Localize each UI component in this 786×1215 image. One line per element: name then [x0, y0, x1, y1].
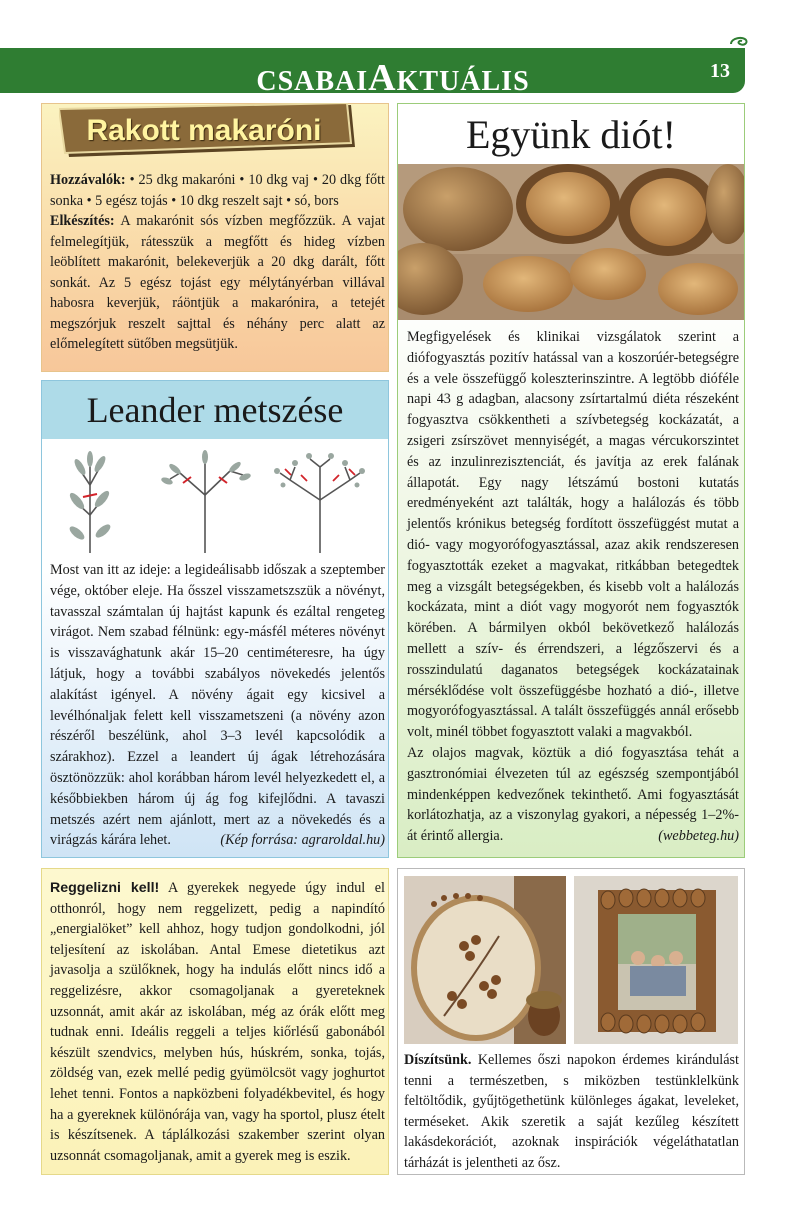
breakfast-lead: Reggelizni kell!: [50, 880, 160, 896]
article-source-credit: (webbeteg.hu): [658, 828, 739, 845]
leander-article-text: [50, 560, 385, 851]
acorn-frame-photo: [574, 876, 738, 1044]
decoration-article-text: [404, 1050, 739, 1174]
preparation-text: A makarónit sós vízben megfőzzük. A vajat felmelegítjük, rátesszük a megfőtt és hideg vízben leöblített makarónit, belekeverjük a 20 dkg darált, főtt sonkát. Az 5 egész tojást egy mélytányérban villával habosra keverjük, ráöntjük a makarónira, a tetejét megszórjuk reszelt sajttal és néhány perc alatt az előmelegített sütőben megsütjük.: [50, 213, 385, 352]
recipe-text: [50, 170, 385, 355]
ingredients-label: Hozzávalók:: [50, 172, 126, 188]
ingredients-text: • 25 dkg makaróni • 10 dkg vaj • 20 dkg főtt sonka • 5 egész tojás • 10 dkg reszelt sajt • só, bors: [50, 172, 385, 209]
breakfast-article-text: [50, 878, 385, 1166]
pruning-illustration: [55, 445, 375, 555]
magazine-title: CSABAIAKTUÁLIS: [256, 57, 530, 99]
walnuts-photo: [398, 164, 744, 320]
swirl-ornament-icon: [728, 34, 750, 50]
leander-body: Most van itt az ideje: a legideálisabb időszak a szeptember vége, október eleje. Ha ősszel visszametszszük a növényt, tavasszal számtalan új hajtást kapunk és ezáltal rengeteg virágot. Nem szabad félnünk: egy-másfél méteres növényt is visszavághatunk akár 15–20 centiméteresre, ha úgy látjuk, hogy a további szabályos növekedés jelentős alakítást igényel. A növény ágait egy kicsivel a levélhónaljak felett kell visszametszeni (a növény azon részéről beszélünk, ahol 3–3 levél kapcsolódik a szárakhoz). Ezzel a leandert új ágak létrehozására ösztönözzük: ahol korábban három levél helyezkedett el, a későbbiekben három új ág fog kifejlődni. A tavaszi metszés azért nem ajánlott, mert az a növekedés és a virágzás kárára lehet.: [50, 562, 385, 849]
acorn-wreath-photo: [404, 876, 566, 1044]
decoration-lead: Díszítsünk.: [404, 1052, 472, 1068]
walnut-article-title: Együnk diót!: [466, 112, 676, 157]
breakfast-body: A gyerekek negyede úgy indul el otthonról, hogy nem reggelizett, pedig a napindító „energialöket” kell ahhoz, hogy tudjon gondolkodni, jól teljesítení az iskolában. Antal Emese dietetikus azt javasolja a szülőknek, hogy ha indulás előtt nincs idő a reggelizésre, akkor csomagoljanak a gyereteknek uzsonnát, amit akár az iskolában, még az órák előtt meg tudnak enni. Ideális reggeli a teljes kiőrlésű gabonából készült szendvics, melyben hús, húskrém, sonka, tojás, zöldség van, ezek mellé pedig gyümölcsöt vagy joghurtot lehet tenni. Fontos a napközbeni folyadékbevitel, és hogy ha a gyereknek különórája van, vagy ha sportol, plusz ételt is készítsenek. A táplálkozási szakember szerint olyan uzsonnát csomagoljanak, amit a gyerek meg is eszik.: [50, 880, 385, 1164]
walnut-article-text: [407, 327, 739, 847]
page-number: 13: [710, 60, 730, 82]
decoration-body: Kellemes őszi napokon érdemes kirándulást tenni a természetben, s miközben testünklelkünk feltöltődik, gyűjtögethetünk különleges ágakat, leveleket, terméseket. Akik szeretik a saját kezűleg készített lakásdekorációt, azoknak inspirációk végeláthatatlan tárházát is jelentheti az ősz.: [404, 1052, 739, 1171]
preparation-label: Elkészítés:: [50, 213, 115, 229]
walnut-paragraph-2: Az olajos magvak, köztük a dió fogyasztása tehát a gasztronómiai élvezeten túl az egészség szempontjából mindenképpen kedvezőnek tekinthető. Ami fogyasztását korlátozhatja, az a viszonylag gyakori, a népesség 1–2%-át érintő allergia.: [407, 744, 739, 845]
walnut-paragraph-1: Megfigyelések és klinikai vizsgálatok szerint a diófogyasztás pozitív hatással van a koszorúér-betegségre és a vele összefüggő koleszterinszintre. A legtöbb dióféle napi 43 g adagban, alacsony zsírtartalmú diéta részeként fogyasztva csökkentheti a szívbetegség kockázatát, a zsigeri zsírszövet mennyiségét, a magas vércukorszintet és az inzulinrezisztenciát, és javítja az erek falának állapotát. Egy nagy létszámú bostoni kutatás eredményeként azt találták, hogy a halálozás és több jelentős krónikus betegség fordított összefüggést mutat a dió- vagy mogyorófogyasztással, azaz akik rendszeresen fogyasztották ezeket a magvakat, ritkábban betegedtek meg a vizsgált betegségekben, és kisebb volt a halálozás kockázata, mint a diót vagy mogyorót nem fogyasztók körében. A bármilyen okból bekövetkező halálozás mellett a szív- és érrendszeri, a légzőszervi és a rosszindulatú daganatos betegségek kockázatainak mérséklődése volt összefüggésbe hozható a dió-, illetve mogyorófogyasztással. A talált összefüggés annál erősebb volt, minél többet fogyasztott valaki a magvakból.: [407, 329, 739, 741]
image-source-credit: (Kép forrása: agraroldal.hu): [220, 832, 385, 849]
leander-title: Leander metszése: [86, 390, 344, 430]
recipe-title: Rakott makaróni: [86, 114, 322, 147]
